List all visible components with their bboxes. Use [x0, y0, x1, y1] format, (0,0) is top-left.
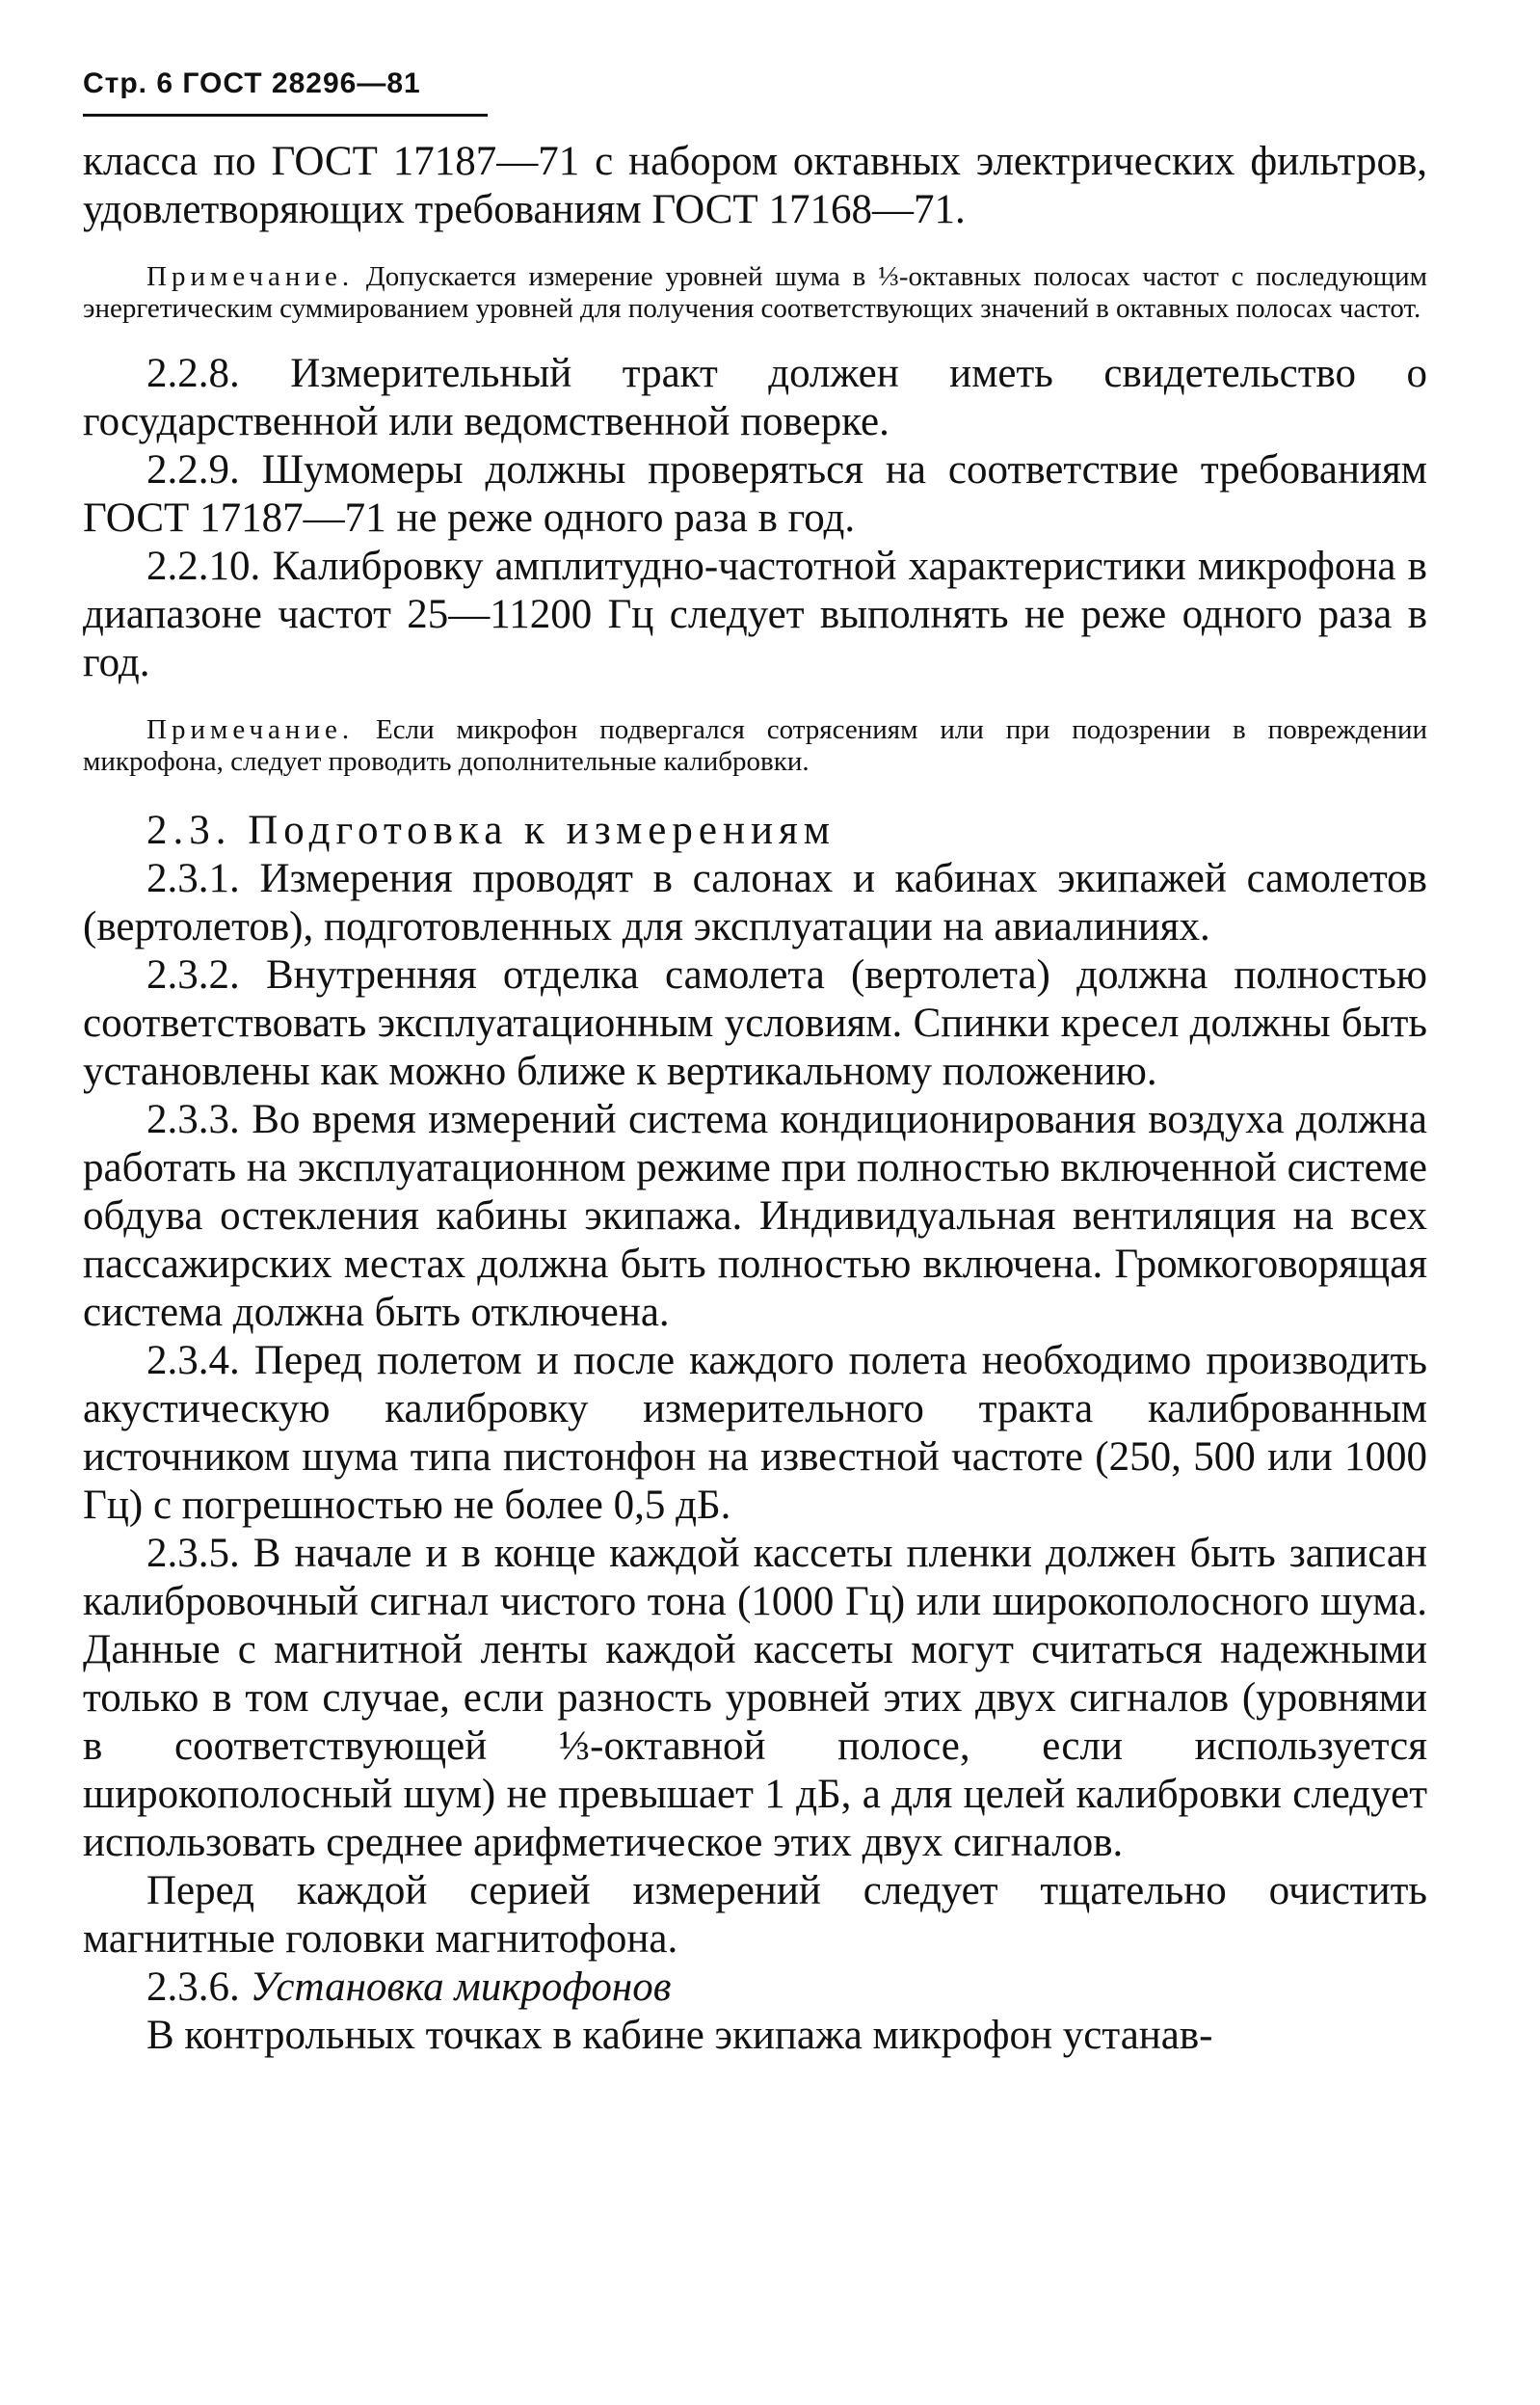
paragraph-intro: класса по ГОСТ 17187—71 с набором октавных электрических фильтров, удовлетворяющих требованиям ГОСТ 17168—71.	[83, 139, 1427, 232]
paragraph-2-3-5: 2.3.5. В начале и в конце каждой кассеты пленки должен быть записан калибровочный сигнал чистого тона (1000 Гц) или широкополосного шума. Данные с магнитной ленты каждой кассеты могут считаться надежными только в том случае, если разность уровней этих двух сигналов (уровнями в соответствующей ⅓-октавной полосе, если используется широкополосный шум) не превышает 1 дБ, а для целей калибровки следует использовать среднее арифметическое этих двух сигналов.	[83, 1531, 1427, 1865]
paragraph-2-2-10: 2.2.10. Калибровку амплитудно-частотной характеристики микрофона в диапазоне частот 25—11200 Гц следует выполнять не реже одного раза в год.	[83, 544, 1427, 685]
paragraph-2-3-2: 2.3.2. Внутренняя отделка самолета (вертолета) должна полностью соответствовать эксплуатационным условиям. Спинки кресел должны быть установлены как можно ближе к вертикальному положению.	[83, 952, 1427, 1094]
paragraph-2-3-6-number: 2.3.6.	[146, 1964, 240, 2010]
note-1-label: Примечание.	[146, 261, 355, 292]
note-1-text: Допускается измерение уровней шума в ⅓-октавных полосах частот с последующим энергетическим суммированием уровней для получения соответствующих значений в октавных полосах частот.	[83, 261, 1427, 324]
paragraph-2-2-8: 2.2.8. Измерительный тракт должен иметь свидетельство о государственной или ведомственной поверке.	[83, 351, 1427, 444]
paragraph-2-3-1: 2.3.1. Измерения проводят в салонах и кабинах экипажей самолетов (вертолетов), подготовленных для эксплуатации на авиалиниях.	[83, 856, 1427, 949]
paragraph-2-3-4: 2.3.4. Перед полетом и после каждого полета необходимо производить акустическую калибровку измерительного тракта калиброванным источником шума типа пистонфон на известной частоте (250, 500 или 1000 Гц) с погрешностью не более 0,5 дБ.	[83, 1338, 1427, 1528]
paragraph-2-3-6	[83, 1964, 1427, 2012]
paragraph-2-2-9: 2.2.9. Шумомеры должны проверяться на соответствие требованиям ГОСТ 17187—71 не реже одного раза в год.	[83, 447, 1427, 541]
section-title-2-3: 2.3. Подготовка к измерениям	[146, 808, 836, 853]
paragraph-clean-heads: Перед каждой серией измерений следует тщательно очистить магнитные головки магнитофона.	[83, 1868, 1427, 1962]
paragraph-2-3-6-title: Установка микрофонов	[250, 1964, 672, 2010]
running-head: Стр. 6 ГОСТ 28296—81	[83, 67, 488, 117]
note-1	[83, 261, 1427, 325]
document-page	[83, 67, 1427, 2060]
note-2-text: Если микрофон подвергался сотрясениям или при подозрении в повреждении микрофона, следует проводить дополнительные калибровки.	[83, 714, 1427, 777]
note-2	[83, 714, 1427, 778]
paragraph-mic-start: В контрольных точках в кабине экипажа микрофон устанав-	[146, 2013, 1213, 2058]
note-2-label: Примечание.	[146, 714, 355, 745]
paragraph-2-3-3: 2.3.3. Во время измерений система кондиционирования воздуха должна работать на эксплуатационном режиме при полностью включенной системе обдува остекления кабины экипажа. Индивидуальная вентиляция на всех пассажирских местах должна быть полностью включена. Громкоговорящая система должна быть отключена.	[83, 1097, 1427, 1335]
